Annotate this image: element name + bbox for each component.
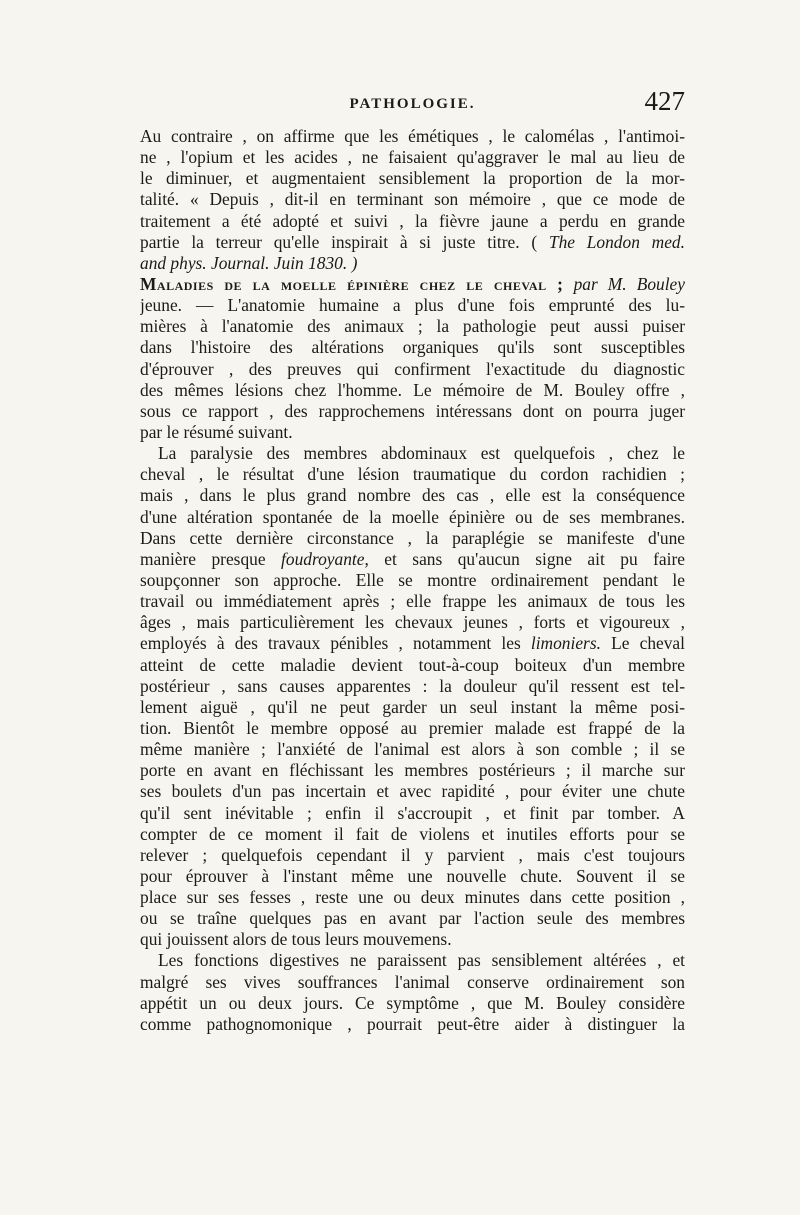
running-title: PATHOLOGIE. [349,96,476,112]
text-line: des mêmes lésions chez l'homme. Le mémoire de M. Bouley offre , [140,379,685,400]
text-line: mais , dans le plus grand nombre des cas , elle est la conséquence [140,485,685,506]
text-fragment: Le cheval [600,633,685,654]
text-fragment: employés à des travaux pénibles , notamment les [140,633,521,654]
text-line: ou se traîne quelques pas en avant par l'action seule des membres [140,908,685,929]
text-line: d'éprouver , des preuves qui confirment l'exactitude du diagnostic [140,358,685,379]
text-line: place sur ses fesses , reste une ou deux minutes dans cette position , [140,887,685,908]
journal-title: The London med. [548,231,685,252]
text-line: traitement a été adopté et suivi , la fièvre jaune a perdu en grande [140,210,685,231]
text-line: mières à l'anatomie des animaux ; la pathologie peut aussi puiser [140,316,685,337]
text-line: ses boulets d'un pas incertain et avec rapidité , pour éviter une chute [140,781,685,802]
text-line: Dans cette dernière circonstance , la paraplégie se manifeste d'une [140,527,685,548]
text-line: atteint de cette maladie devient tout-à-coup boiteux d'un membre [140,654,685,675]
text-line: Au contraire , on affirme que les émétiques , le calomélas , l'antimoi- [140,126,685,146]
italic-term: limoniers. [530,633,601,654]
text-line: malgré ses vives souffrances l'animal conserve ordinairement son [140,971,685,992]
author: par M. Bouley [573,273,685,294]
text-line: dans l'histoire des altérations organiques qu'ils sont susceptibles [140,337,685,358]
body-text [140,126,685,1035]
text-line: qu'il sent inévitable ; enfin il s'accroupit , et finit par tomber. A [140,802,685,823]
text-fragment: manière presque [140,548,266,569]
text-line: tion. Bientôt le membre opposé au premier malade est frappé de la [140,717,685,738]
text-line: Les fonctions digestives ne paraissent pas sensiblement altérées , et [158,950,685,971]
text-line: même manière ; l'anxiété de l'animal est alors à son comble ; il se [140,739,685,760]
text-line: travail ou immédiatement après ; elle frappe les animaux de tous les [140,591,685,612]
text-line: qui jouissent alors de tous leurs mouvemens. [140,929,452,950]
page-header [140,86,685,122]
text-fragment: partie la terreur qu'elle inspirait à si juste titre. ( [140,231,538,252]
text-line: le diminuer, et augmentaient sensiblement la proportion de la mor- [140,168,685,189]
italic-term: foudroyante [281,548,365,569]
text-line: cheval , le résultat d'une lésion traumatique du cordon rachidien ; [140,464,685,485]
text-line: postérieur , sans causes apparentes : la douleur qu'il ressent est tel- [140,675,685,696]
text-line: lement aiguë , qu'il ne peut garder un seul instant la même posi- [140,696,685,717]
text-line: appétit un ou deux jours. Ce symptôme , que M. Bouley considère [140,992,685,1013]
journal-citation: and phys. Journal. Juin 1830. ) [140,252,358,273]
text-line [140,232,685,253]
text-fragment: , et sans qu'aucun signe ait pu faire [364,548,685,569]
text-line: comme pathognomonique , pourrait peut-être aider à distinguer la [140,1013,685,1034]
section-heading: Maladies de la moelle épinière chez le cheval ; [140,273,564,294]
section-heading-line [140,274,685,295]
text-line [140,253,685,274]
text-line: d'une altération spontanée de la moelle épinière ou de ses membranes. [140,506,685,527]
text-line: compter de ce moment il fait de violens et inutiles efforts pour se [140,823,685,844]
text-line [140,633,685,654]
text-line: âges , mais particulièrement les chevaux jeunes , forts et vigoureux , [140,612,685,633]
text-line: talité. « Depuis , dit-il en terminant son mémoire , que ce mode de [140,189,685,210]
page-number: 427 [644,86,685,116]
text-line: soupçonner son approche. Elle se montre ordinairement pendant le [140,569,685,590]
text-line: relever ; quelquefois cependant il y parvient , mais c'est toujours [140,844,685,865]
text-line: pour éprouver à l'instant même une nouvelle chute. Souvent il se [140,865,685,886]
text-line: sous ce rapport , des rapprochemens intéressans dont on pourra juger [140,400,685,421]
text-line: La paralysie des membres abdominaux est quelquefois , chez le [158,443,685,464]
text-line [140,549,685,570]
text-line: par le résumé suivant. [140,421,293,442]
text-line: jeune. — L'anatomie humaine a plus d'une fois emprunté des lu- [140,295,685,316]
text-line: porte en avant en fléchissant les membres postérieurs ; il marche sur [140,760,685,781]
text-line: ne , l'opium et les acides , ne faisaient qu'aggraver le mal au lieu de [140,147,685,168]
